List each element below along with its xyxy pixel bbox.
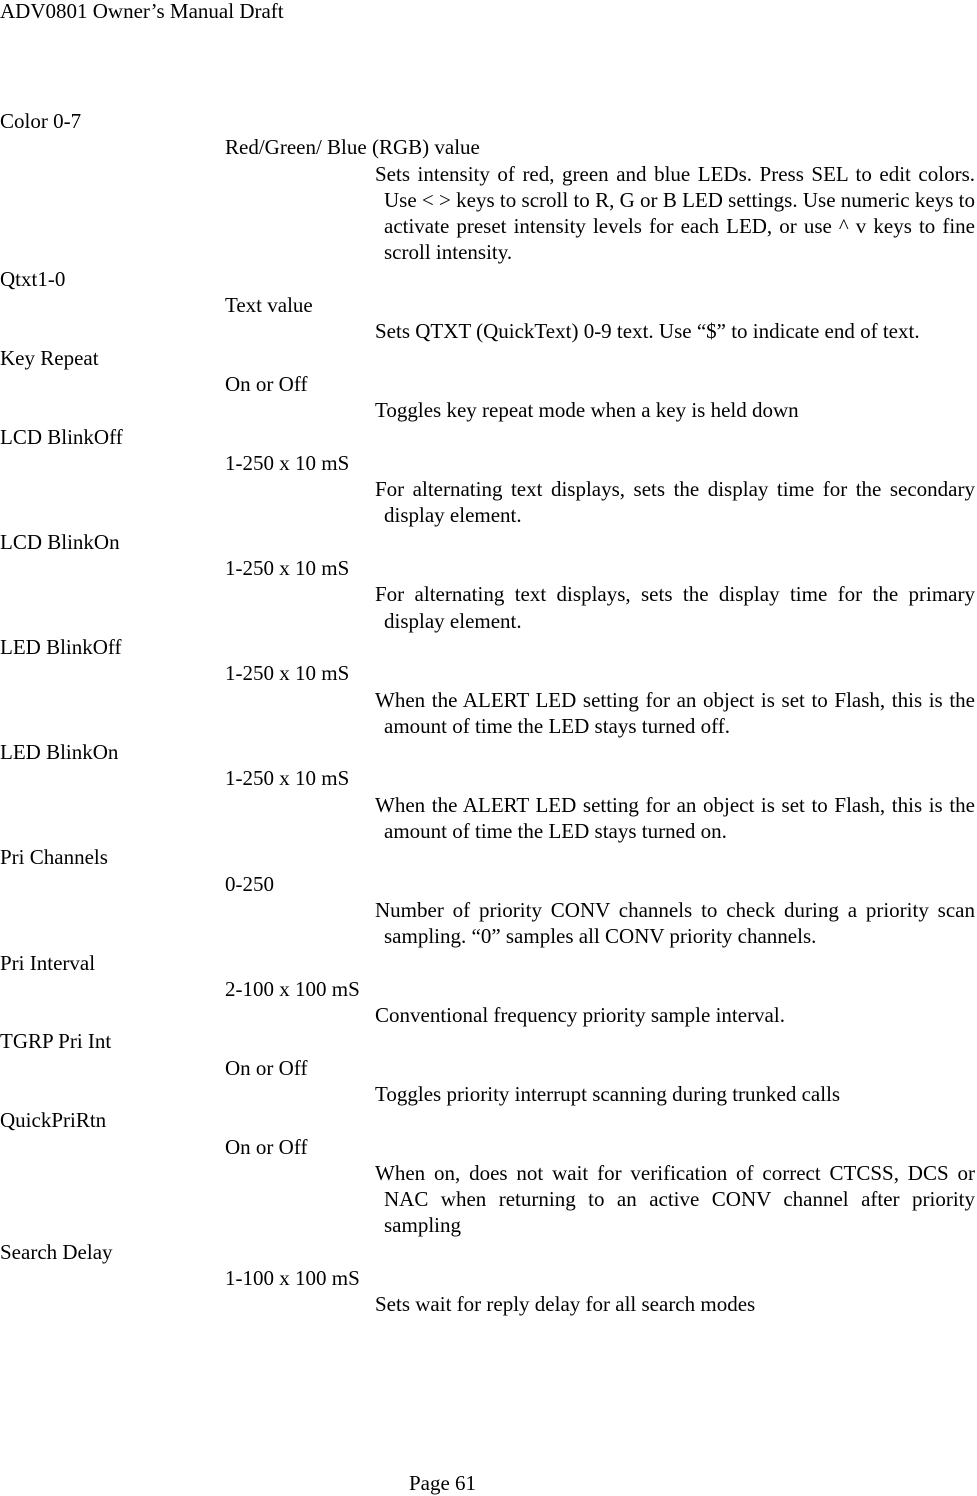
settings-list bbox=[0, 108, 977, 1318]
setting-entry-pri-interval bbox=[0, 950, 977, 1029]
setting-value: On or Off bbox=[225, 1055, 308, 1080]
setting-entry-key-repeat bbox=[0, 345, 977, 424]
setting-entry-lcd-blinkon bbox=[0, 529, 977, 634]
setting-name: Pri Channels bbox=[0, 845, 108, 870]
setting-description: Toggles priority interrupt scanning during trunked calls bbox=[375, 1081, 841, 1106]
setting-value: Text value bbox=[225, 293, 313, 318]
setting-description: Number of priority CONV channels to check during a priority scan sampling. “0” samples all CONV priority channels. bbox=[375, 897, 975, 949]
setting-value: On or Off bbox=[225, 1134, 308, 1159]
setting-name: QuickPriRtn bbox=[0, 1108, 107, 1133]
page-number: Page 61 bbox=[408, 1471, 477, 1495]
setting-entry-tgrp-pri-int bbox=[0, 1028, 977, 1107]
setting-entry-color bbox=[0, 108, 977, 266]
setting-name: Qtxt1-0 bbox=[0, 266, 66, 291]
setting-description: Conventional frequency priority sample interval. bbox=[375, 1003, 785, 1028]
setting-name: Pri Interval bbox=[0, 950, 96, 975]
setting-value: 1-100 x 100 mS bbox=[225, 1266, 360, 1291]
setting-name: LCD BlinkOff bbox=[0, 424, 123, 449]
setting-entry-led-blinkon bbox=[0, 739, 977, 844]
setting-value: On or Off bbox=[225, 371, 308, 396]
setting-description: When the ALERT LED setting for an object is set to Flash, this is the amount of time the LED stays turned off. bbox=[375, 687, 975, 738]
setting-description: When the ALERT LED setting for an object is set to Flash, this is the amount of time the LED stays turned on. bbox=[375, 792, 975, 844]
setting-name: TGRP Pri Int bbox=[0, 1029, 112, 1054]
setting-value: 0-250 bbox=[225, 871, 274, 896]
setting-entry-quickprirtn bbox=[0, 1107, 977, 1238]
setting-entry-search-delay bbox=[0, 1239, 977, 1318]
setting-name: LED BlinkOff bbox=[0, 634, 122, 659]
setting-entry-qtxt bbox=[0, 266, 977, 345]
setting-description: Sets intensity of red, green and blue LEDs. Press SEL to edit colors. Use < > keys to scroll to R, G or B LED settings. Use numeric keys to activate preset intensity levels for each LED, or use ^ v keys to fine scroll intensity. bbox=[375, 161, 975, 265]
setting-name: Key Repeat bbox=[0, 345, 99, 370]
setting-description: Sets wait for reply delay for all search modes bbox=[375, 1292, 756, 1317]
setting-description: Sets QTXT (QuickText) 0-9 text. Use “$” to indicate end of text. bbox=[375, 319, 920, 344]
setting-name: LCD BlinkOn bbox=[0, 529, 120, 554]
setting-name: LED BlinkOn bbox=[0, 740, 119, 765]
setting-name: Color 0-7 bbox=[0, 109, 82, 133]
setting-value: 1-250 x 10 mS bbox=[225, 450, 350, 475]
setting-value: 1-250 x 10 mS bbox=[225, 766, 350, 791]
setting-entry-pri-channels bbox=[0, 844, 977, 949]
setting-name: Search Delay bbox=[0, 1239, 113, 1264]
setting-description: Toggles key repeat mode when a key is held down bbox=[375, 398, 799, 423]
setting-description: For alternating text displays, sets the display time for the primary display element. bbox=[375, 582, 975, 633]
setting-entry-led-blinkoff bbox=[0, 634, 977, 739]
document-header bbox=[0, 0, 284, 24]
setting-description: For alternating text displays, sets the display time for the secondary display element. bbox=[375, 477, 975, 528]
setting-value: Red/Green/ Blue (RGB) value bbox=[225, 135, 480, 160]
setting-value: 1-250 x 10 mS bbox=[225, 556, 350, 581]
setting-entry-lcd-blinkoff bbox=[0, 424, 977, 529]
setting-value: 1-250 x 10 mS bbox=[225, 661, 350, 686]
setting-value: 2-100 x 100 mS bbox=[225, 976, 360, 1001]
header-title: ADV0801 Owner’s Manual Draft bbox=[0, 0, 284, 23]
setting-description: When on, does not wait for verification of correct CTCSS, DCS or NAC when returning to an active CONV channel after priority sampling bbox=[375, 1160, 975, 1238]
page-footer bbox=[0, 1470, 977, 1496]
